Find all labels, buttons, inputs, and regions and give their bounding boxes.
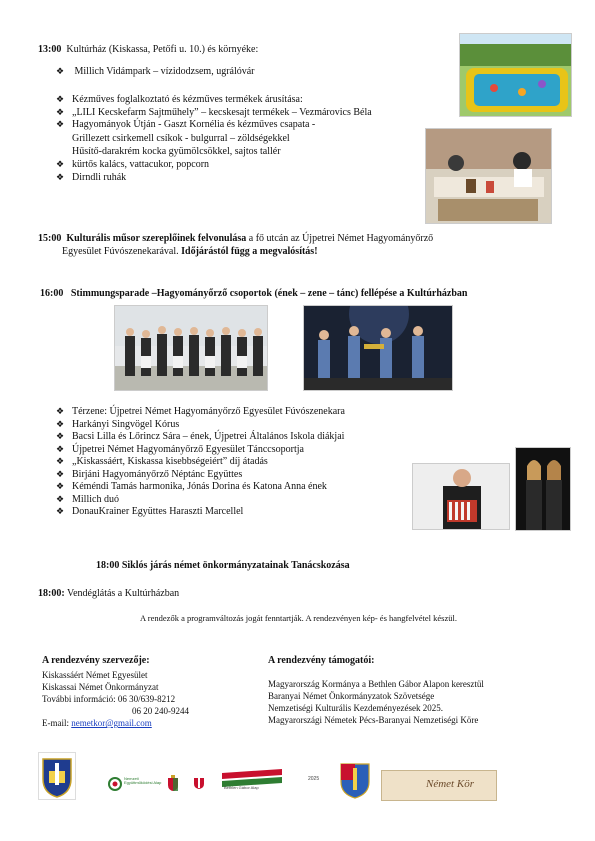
food-line: Hűsítő-darakrém kocka gyümölcsökkel, sajtos tallér	[72, 145, 281, 157]
list-item: ❖ Harkányi Singvögel Kórus	[56, 419, 345, 432]
phone-2: 06 20 240-9244	[132, 705, 189, 716]
list-item: ❖ „Kiskassáért, Kiskassa kisebbségeiért” díj átadás	[56, 456, 345, 469]
list-item: ❖ Bacsi Lilla és Lőrincz Sára – ének, Újpetrei Általános Iskola diákjai	[56, 431, 345, 444]
organizer-line: Kiskassáért Német Egyesület	[42, 669, 148, 680]
baranya-coat-of-arms-icon	[338, 760, 372, 800]
supporters-heading: A rendezvény támogatói:	[268, 655, 375, 666]
s2-weather: Időjárástól függ a megvalósítás!	[181, 245, 318, 257]
s3-time: 16:00	[40, 288, 64, 299]
organizer-line: Kiskassai Német Önkormányzat	[42, 681, 159, 692]
list-item: ❖ DonauKrainer Együttes Haraszti Marcellel	[56, 506, 345, 519]
s5-time: 18:00:	[38, 588, 65, 599]
s2-time: 15:00	[38, 233, 62, 244]
list-item: ❖ Hagyományok Útján - Gaszt Kornélia és kézműves csapata -	[56, 119, 372, 132]
s5-line	[38, 588, 179, 601]
organizer-heading: A rendezvény szervezője:	[42, 655, 150, 666]
s2-block	[38, 233, 558, 258]
band-stage-photo	[303, 305, 453, 391]
s2-rest2: Egyesület Fúvószenekarával.	[62, 245, 182, 257]
phone-1: 06 30/639-8212	[117, 693, 176, 704]
list-item: ❖ Újpetrei Német Hagyományőrző Egyesület Tánccsoportja	[56, 444, 345, 457]
waterpark-photo	[459, 33, 572, 117]
supporter-line: Magyarországi Németek Pécs-Baranyai Nemzetiségi Köre	[268, 714, 479, 725]
s4-heading: 18:00 Siklós járás német önkormányzatainak Tanácskozása	[96, 560, 350, 571]
nka-logo-text: Nemzeti Együttműködési Alap	[124, 776, 162, 786]
s1-heading	[38, 44, 258, 57]
email-link[interactable]: nemetkor@gmail.com	[71, 718, 152, 729]
nemet-kor-text: Német Kör	[426, 778, 474, 790]
s3-title: Stimmungsparade –Hagyományőrző csoportok (ének – zene – tánc) fellépése a Kultúrházban	[70, 288, 468, 299]
list-item: ❖ Dirndli ruhák	[56, 172, 209, 185]
organizer-info: További információ: 06 30/639-8212	[42, 693, 176, 704]
supporters-block	[268, 654, 484, 726]
supporter-line: Nemzetiségi Kulturális Kezdeményezések 2025.	[268, 702, 443, 713]
s3-list	[56, 406, 345, 519]
bethlen-gabor-alap-logo	[222, 767, 322, 793]
s1-list-b	[56, 94, 372, 132]
bga-year: 2025	[308, 776, 320, 782]
list-item: ❖ Kéméndi Tamás harmonika, Jónás Dorina és Katona Anna ének	[56, 481, 345, 494]
accordion-photo	[412, 463, 510, 530]
food-lines	[72, 133, 290, 158]
list-item: ❖ „LILI Kecskefarm Sajtműhely” – kecskesajt termékek – Vezmárovics Béla	[56, 107, 372, 120]
list-item: ❖ kürtős kalács, vattacukor, popcorn	[56, 159, 209, 172]
s1-list-c	[56, 159, 209, 184]
food-line: Grillezett csirkemell csíkok - bulgurral – zöldségekkel	[72, 133, 290, 144]
organizer-block	[42, 654, 189, 729]
bga-label: Bethlen Gábor Alap	[224, 785, 259, 790]
list-item: ❖ Birjáni Hagyományőrző Néptánc Együttes	[56, 469, 345, 482]
folk-group-photo	[114, 305, 268, 391]
hungary-crest-icon	[166, 774, 180, 792]
list-item: ❖ Térzene: Újpetrei Német Hagyományőrző Egyesület Fúvószenekara	[56, 406, 345, 419]
supporter-line: Magyarország Kormánya a Bethlen Gábor Alapon keresztül	[268, 678, 484, 689]
s1-list-a	[56, 66, 255, 79]
market-photo	[425, 128, 552, 224]
notice-text: A rendezők a programváltozás jogát fenntartják. A rendezvényen kép- és hangfelvétel készül.	[140, 613, 457, 623]
nka-logo-icon	[108, 775, 164, 793]
list-item: ❖ Millich duó	[56, 494, 345, 507]
s1-title: Kultúrház (Kiskassa, Petőfi u. 10.) és környéke:	[66, 44, 259, 55]
small-crest-icon	[193, 776, 205, 790]
organizer-email: E-mail: nemetkor@gmail.com	[42, 718, 152, 729]
supporter-line: Baranyai Német Önkormányzatok Szövetsége	[268, 690, 435, 701]
singers-photo	[515, 447, 571, 531]
nemet-kor-logo	[381, 770, 497, 801]
s1-time: 13:00	[38, 44, 62, 55]
s2-rest1: a fő utcán az Újpetrei Német Hagyományőrző	[246, 233, 434, 244]
s5-text: Vendéglátás a Kultúrházban	[64, 588, 180, 599]
list-item: ❖ Millich Vidámpark – vízidodzsem, ugrálóvár	[56, 66, 255, 79]
list-item: ❖ Kézműves foglalkoztató és kézműves termékek árusítása:	[56, 94, 372, 107]
s2-bold: Kulturális műsor szereplőinek felvonulása	[66, 233, 247, 244]
kiskassa-coat-of-arms-icon	[38, 752, 76, 800]
s3-heading	[40, 288, 468, 301]
